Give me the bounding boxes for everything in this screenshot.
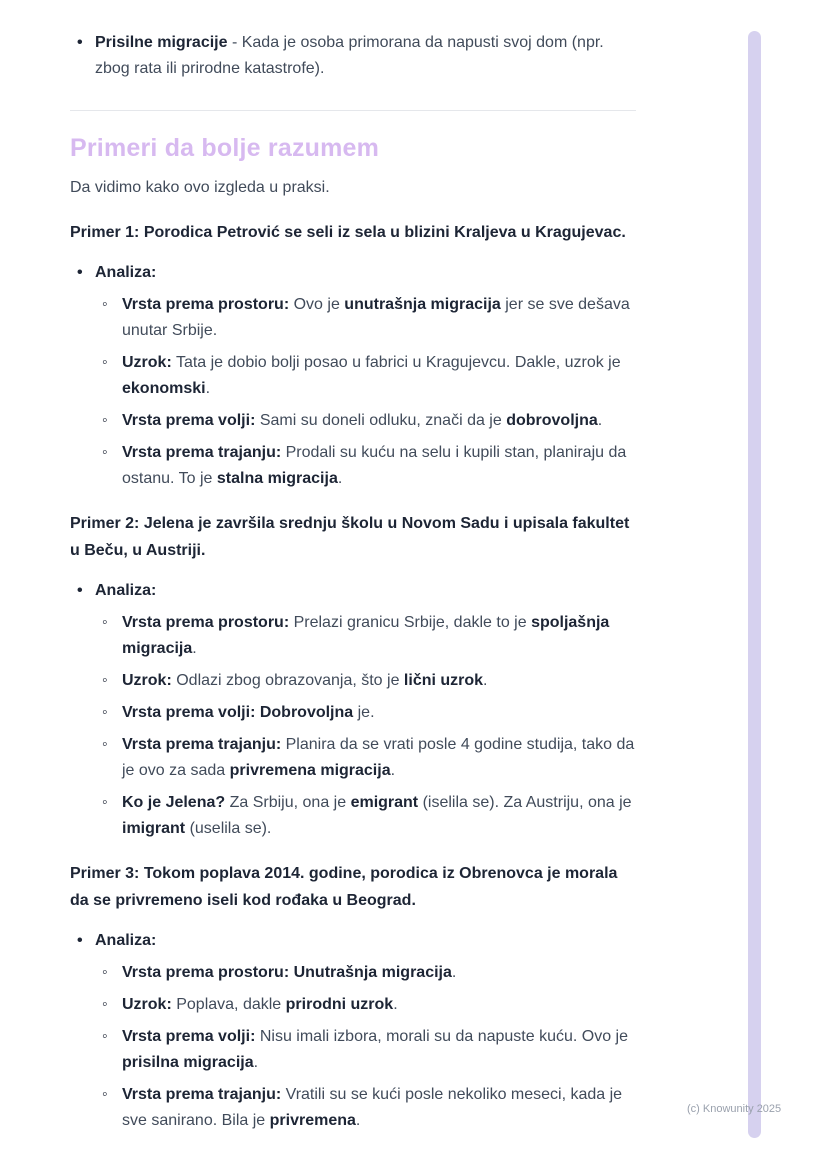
sub-list-item: ◦ Vrsta prema prostoru: Prelazi granicu Srbije, dakle to je spoljašnja migracija. (95, 610, 636, 662)
section-divider (70, 110, 636, 111)
analysis-label: Analiza: (95, 582, 157, 599)
example-3-list (70, 928, 636, 1134)
list-item (70, 928, 636, 1134)
sub-list-item: ◦ Vrsta prema prostoru: Unutrašnja migracija. (95, 960, 636, 986)
example-1-analysis (95, 292, 636, 492)
sub-list-item: ◦ Uzrok: Odlazi zbog obrazovanja, što je lični uzrok. (95, 668, 636, 694)
sub-list-item: ◦ Uzrok: Tata je dobio bolji posao u fabrici u Kragujevcu. Dakle, uzrok je ekonomski. (95, 350, 636, 402)
sub-list-item: ◦ Vrsta prema volji: Sami su doneli odluku, znači da je dobrovoljna. (95, 408, 636, 434)
sub-list-item: ◦ Vrsta prema volji: Dobrovoljna je. (95, 700, 636, 726)
list-item: • Prisilne migracije - Kada je osoba primorana da napusti svoj dom (npr. zbog rata ili prirodne katastrofe). (70, 30, 636, 82)
copyright-footer: (c) Knowunity 2025 (687, 1103, 782, 1115)
section-heading: Primeri da bolje razumem (70, 134, 380, 162)
sub-list-item: ◦ Vrsta prema volji: Nisu imali izbora, morali su da napuste kuću. Ovo je prisilna migracija. (95, 1024, 636, 1076)
example-1-list (70, 260, 636, 492)
sub-list-item: ◦ Uzrok: Poplava, dakle prirodni uzrok. (95, 992, 636, 1018)
sub-list-item: ◦ Vrsta prema prostoru: Ovo je unutrašnja migracija jer se sve dešava unutar Srbije. (95, 292, 636, 344)
analysis-label: Analiza: (95, 932, 157, 949)
document-content (70, 30, 636, 1140)
example-2-analysis (95, 610, 636, 842)
sub-list-item: ◦ Vrsta prema trajanju: Vratili su se kući posle nekoliko meseci, kada je sve sanirano. Bila je privremena. (95, 1082, 636, 1134)
sub-list-item: ◦ Ko je Jelena? Za Srbiju, ona je emigrant (iselila se). Za Austriju, ona je imigrant (uselila se). (95, 790, 636, 842)
analysis-label: Analiza: (95, 264, 157, 281)
scrollbar-thumb[interactable] (748, 31, 761, 1138)
example-3-title: Primer 3: Tokom poplava 2014. godine, porodica iz Obrenovca je morala da se privremeno iseli kod rođaka u Beograd. (70, 865, 618, 909)
example-2-list (70, 578, 636, 842)
definition-list (70, 30, 636, 82)
list-item (70, 260, 636, 492)
sub-list-item: ◦ Vrsta prema trajanju: Planira da se vrati posle 4 godine studija, tako da je ovo za sada privremena migracija. (95, 732, 636, 784)
example-2-title: Primer 2: Jelena je završila srednju školu u Novom Sadu i upisala fakultet u Beču, u Austriji. (70, 515, 630, 559)
intro-paragraph: Da vidimo kako ovo izgleda u praksi. (70, 179, 330, 196)
example-1-title: Primer 1: Porodica Petrović se seli iz sela u blizini Kraljeva u Kragujevac. (70, 224, 626, 241)
sub-list-item: ◦ Vrsta prema trajanju: Prodali su kuću na selu i kupili stan, planiraju da ostanu. To je stalna migracija. (95, 440, 636, 492)
list-item (70, 578, 636, 842)
example-3-analysis (95, 960, 636, 1134)
